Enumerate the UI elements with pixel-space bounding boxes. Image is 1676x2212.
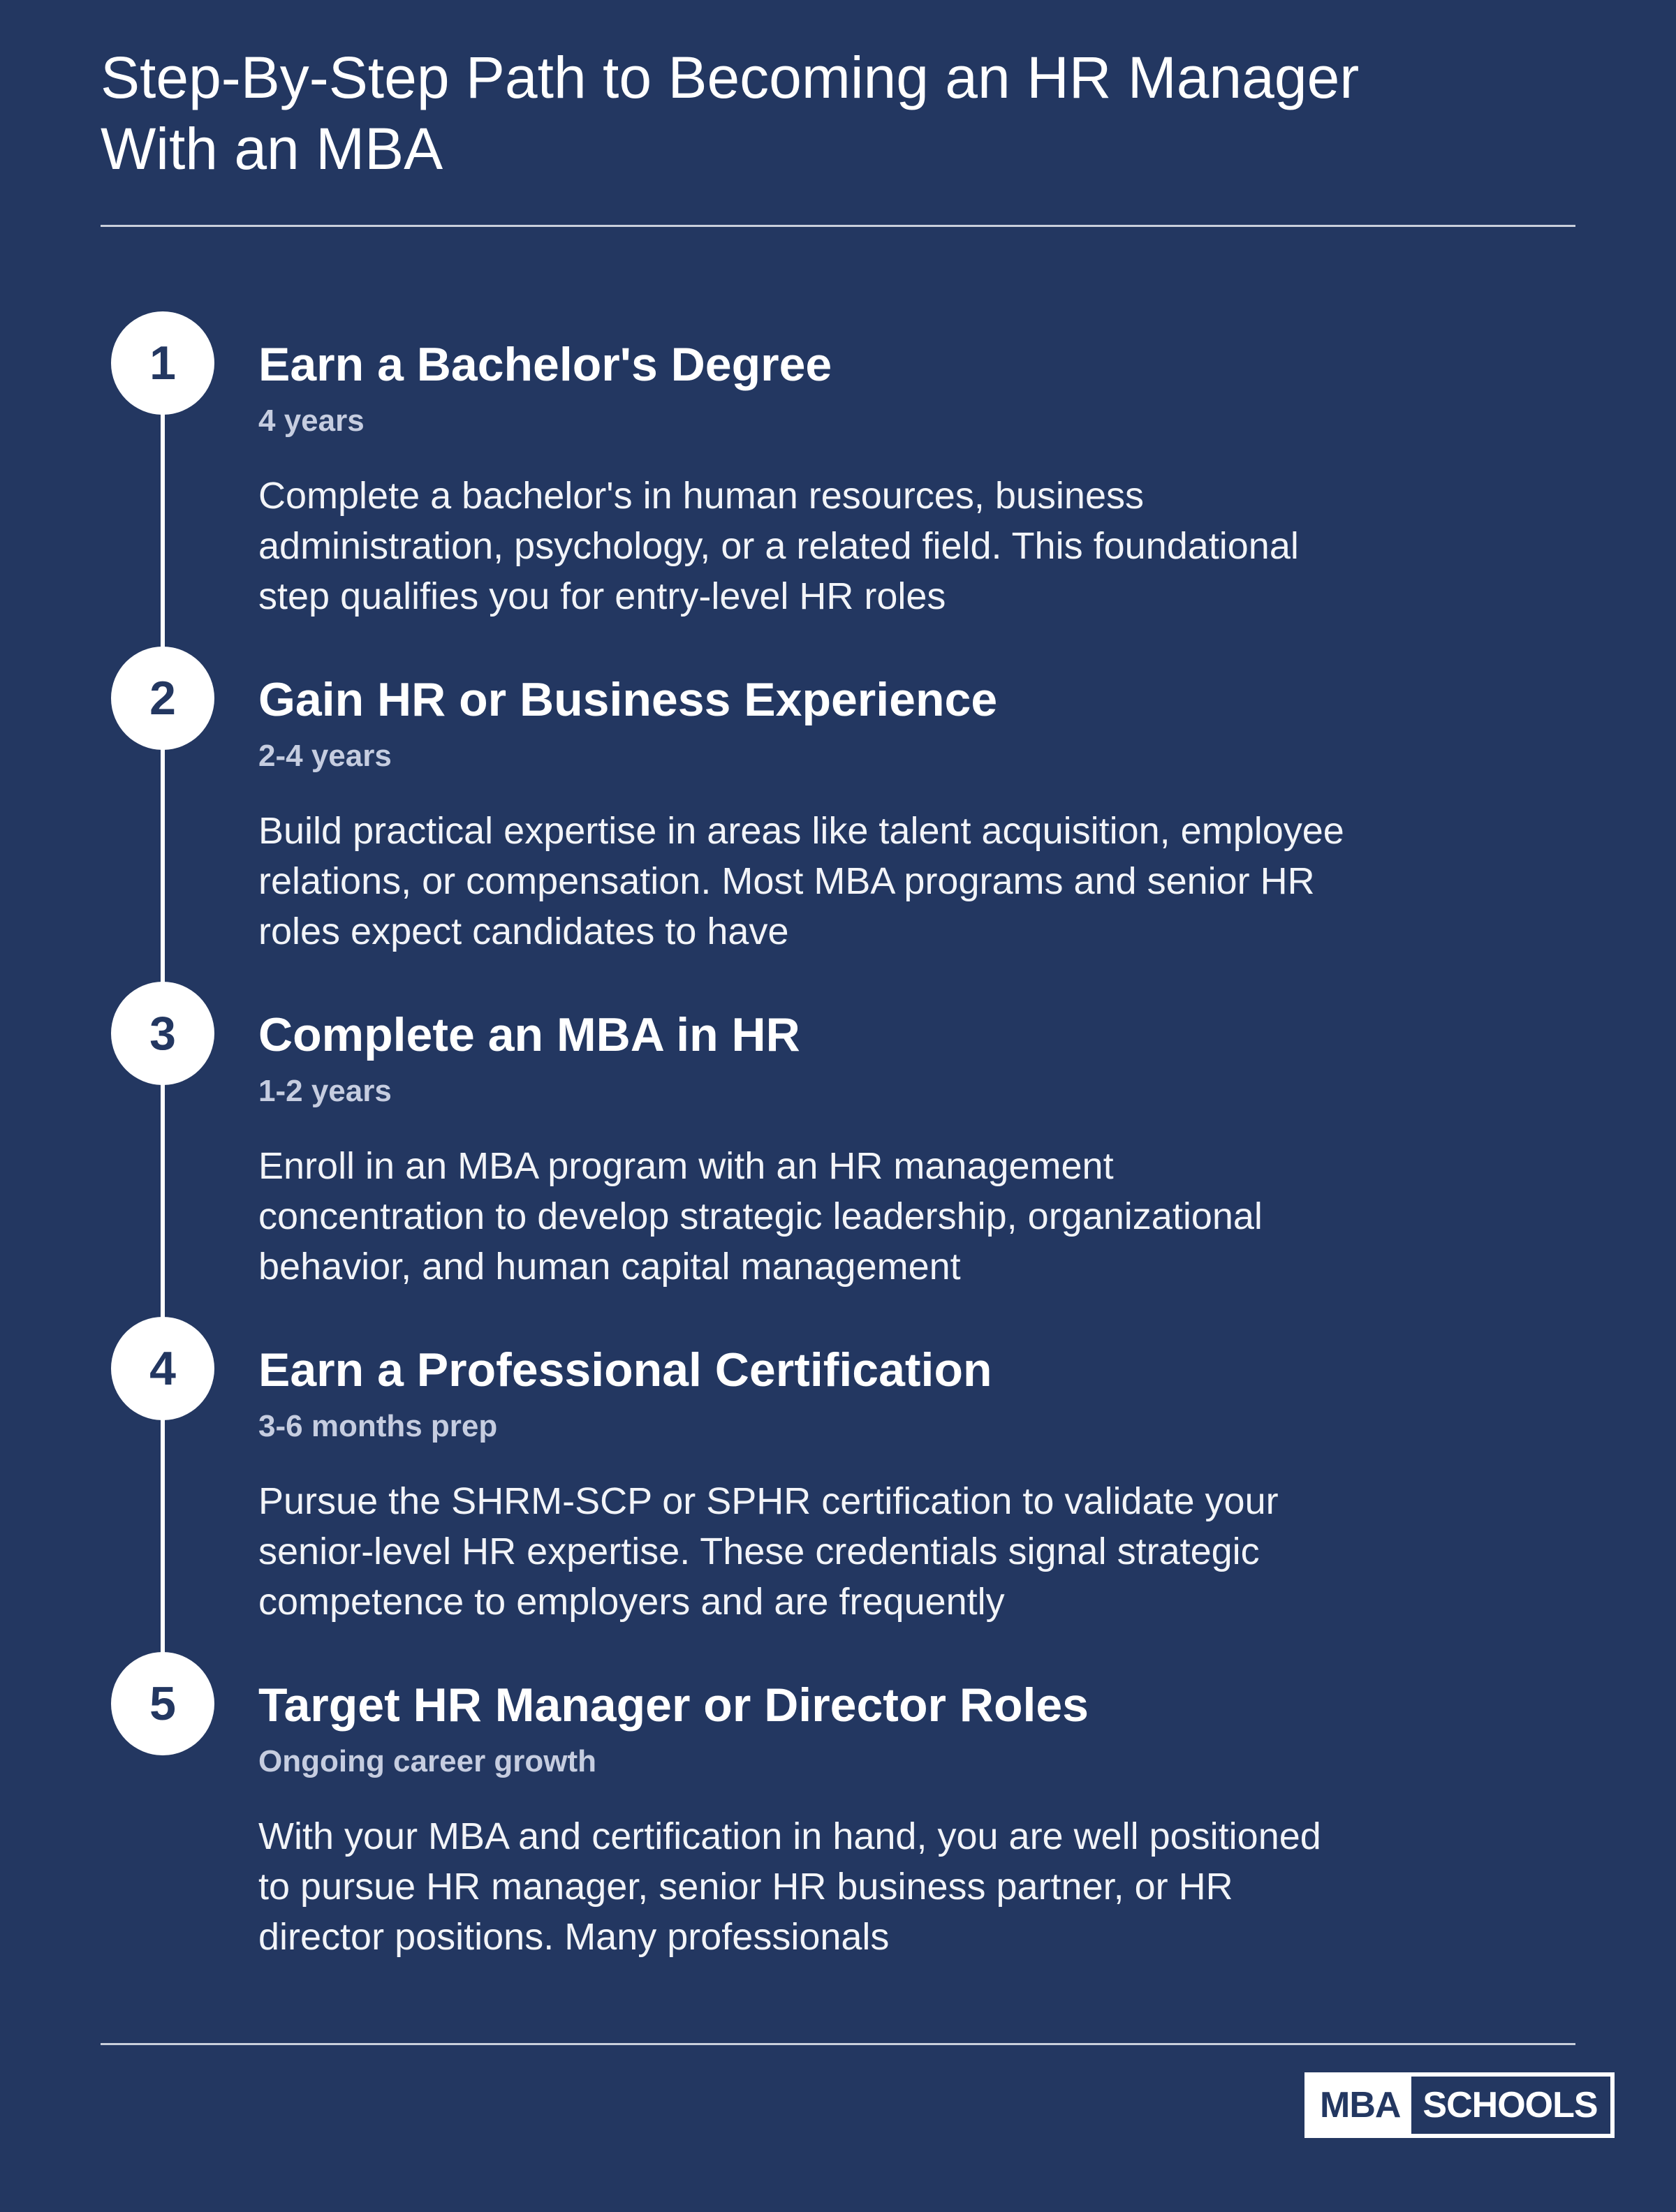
step-number-badge: 4 [111,1317,214,1420]
step-title: Target HR Manager or Director Roles [258,1679,1089,1732]
step-number-badge: 1 [111,311,214,415]
step-number-badge: 2 [111,647,214,750]
step-description: Build practical expertise in areas like talent acquisition, employee relations, or compensation. Most MBA programs and senior HR roles expect candidates to have [258,810,1344,952]
step-duration: Ongoing career growth [258,1744,597,1778]
step-duration: 2-4 years [258,739,392,773]
step-title: Earn a Professional Certification [258,1343,992,1396]
page-title: Step-By-Step Path to Becoming an HR Manager With an MBA [101,45,1360,182]
step-description: With your MBA and certification in hand, you are well positioned to pursue HR manager, senior HR business partner, or HR director positions. Many professionals [258,1815,1321,1958]
top-divider [101,225,1575,227]
step-duration: 1-2 years [258,1074,392,1108]
step-title: Gain HR or Business Experience [258,673,998,726]
step-duration: 3-6 months prep [258,1409,498,1443]
step-duration: 4 years [258,404,365,438]
step-number-badge: 3 [111,982,214,1085]
step-title: Complete an MBA in HR [258,1008,800,1061]
logo-mba-text: MBA [1309,2077,1411,2134]
mba-schools-logo [1304,2072,1615,2138]
step-number-badge: 5 [111,1652,214,1755]
step-description: Enroll in an MBA program with an HR management concentration to develop strategic leadership, organizational behavior, and human capital management [258,1145,1263,1288]
bottom-divider [101,2043,1575,2045]
step-description: Complete a bachelor's in human resources, business administration, psychology, or a related field. This foundational step qualifies you for entry-level HR roles [258,475,1299,617]
step-title: Earn a Bachelor's Degree [258,338,832,391]
step-description: Pursue the SHRM-SCP or SPHR certification to validate your senior-level HR expertise. These credentials signal strategic competence to employers and are frequently [258,1480,1279,1623]
logo-schools-text: SCHOOLS [1423,2085,1598,2125]
